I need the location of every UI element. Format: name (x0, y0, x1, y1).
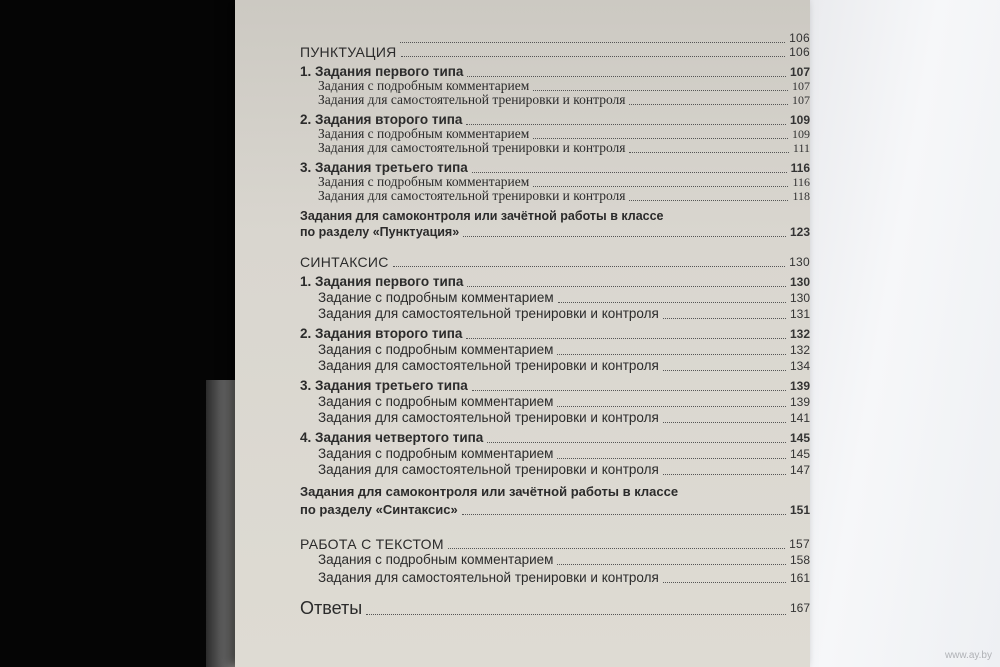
text-work-practice: Задания для самостоятельной тренировки и контроля 161 (318, 570, 810, 585)
punct-type1: 1. Задания первого типа 107 (300, 64, 810, 79)
book-page-edges (206, 380, 236, 667)
syntax-selfcheck-line1: Задания для самоконтроля или зачётной работы в классе (300, 484, 679, 499)
punct-type1-practice: Задания для самостоятельной тренировки и контроля 107 (318, 92, 810, 107)
section-punctuation: ПУНКТУАЦИЯ 106 (300, 44, 810, 60)
syntax-type2-commented: Задания с подробным комментарием 132 (318, 342, 810, 357)
background-surface (795, 0, 1000, 667)
watermark: www.ay.by (944, 650, 992, 661)
syntax-type3-practice: Задания для самостоятельной тренировки и контроля 141 (318, 410, 810, 425)
section-syntax: СИНТАКСИС 130 (300, 254, 810, 270)
syntax-type4: 4. Задания четвертого типа 145 (300, 430, 810, 445)
punct-type2-commented: Задания с подробным комментарием 109 (318, 126, 810, 141)
syntax-type3: 3. Задания третьего типа 139 (300, 378, 810, 393)
punct-type3: 3. Задания третьего типа 116 (300, 160, 810, 175)
text-work-commented: Задания с подробным комментарием 158 (318, 552, 810, 567)
syntax-type1: 1. Задания первого типа 130 (300, 274, 810, 289)
syntax-selfcheck-line2: по разделу «Синтаксис» 151 (300, 502, 810, 517)
syntax-type2-practice: Задания для самостоятельной тренировки и контроля 134 (318, 358, 810, 373)
punct-selfcheck-line1: Задания для самоконтроля или зачётной работы в классе (300, 209, 664, 223)
syntax-type4-practice: Задания для самостоятельной тренировки и контроля 147 (318, 462, 810, 477)
punct-type1-commented: Задания с подробным комментарием 107 (318, 78, 810, 93)
syntax-type3-commented: Задания с подробным комментарием 139 (318, 394, 810, 409)
punct-type3-practice: Задания для самостоятельной тренировки и контроля 118 (318, 188, 810, 203)
section-text-work: РАБОТА С ТЕКСТОМ 157 (300, 536, 810, 552)
punct-type3-commented: Задания с подробным комментарием 116 (318, 174, 810, 189)
punct-selfcheck-line2: по разделу «Пунктуация» 123 (300, 225, 810, 239)
syntax-type1-practice: Задания для самостоятельной тренировки и контроля 131 (318, 306, 810, 321)
syntax-type1-commented: Задание с подробным комментарием 130 (318, 290, 810, 305)
syntax-type2: 2. Задания второго типа 132 (300, 326, 810, 341)
section-answers: Ответы 167 (300, 598, 810, 618)
toc-row-top: 106 (300, 30, 810, 46)
punct-type2-practice: Задания для самостоятельной тренировки и контроля 111 (318, 140, 810, 155)
syntax-type4-commented: Задания с подробным комментарием 145 (318, 446, 810, 461)
punct-type2: 2. Задания второго типа 109 (300, 112, 810, 127)
